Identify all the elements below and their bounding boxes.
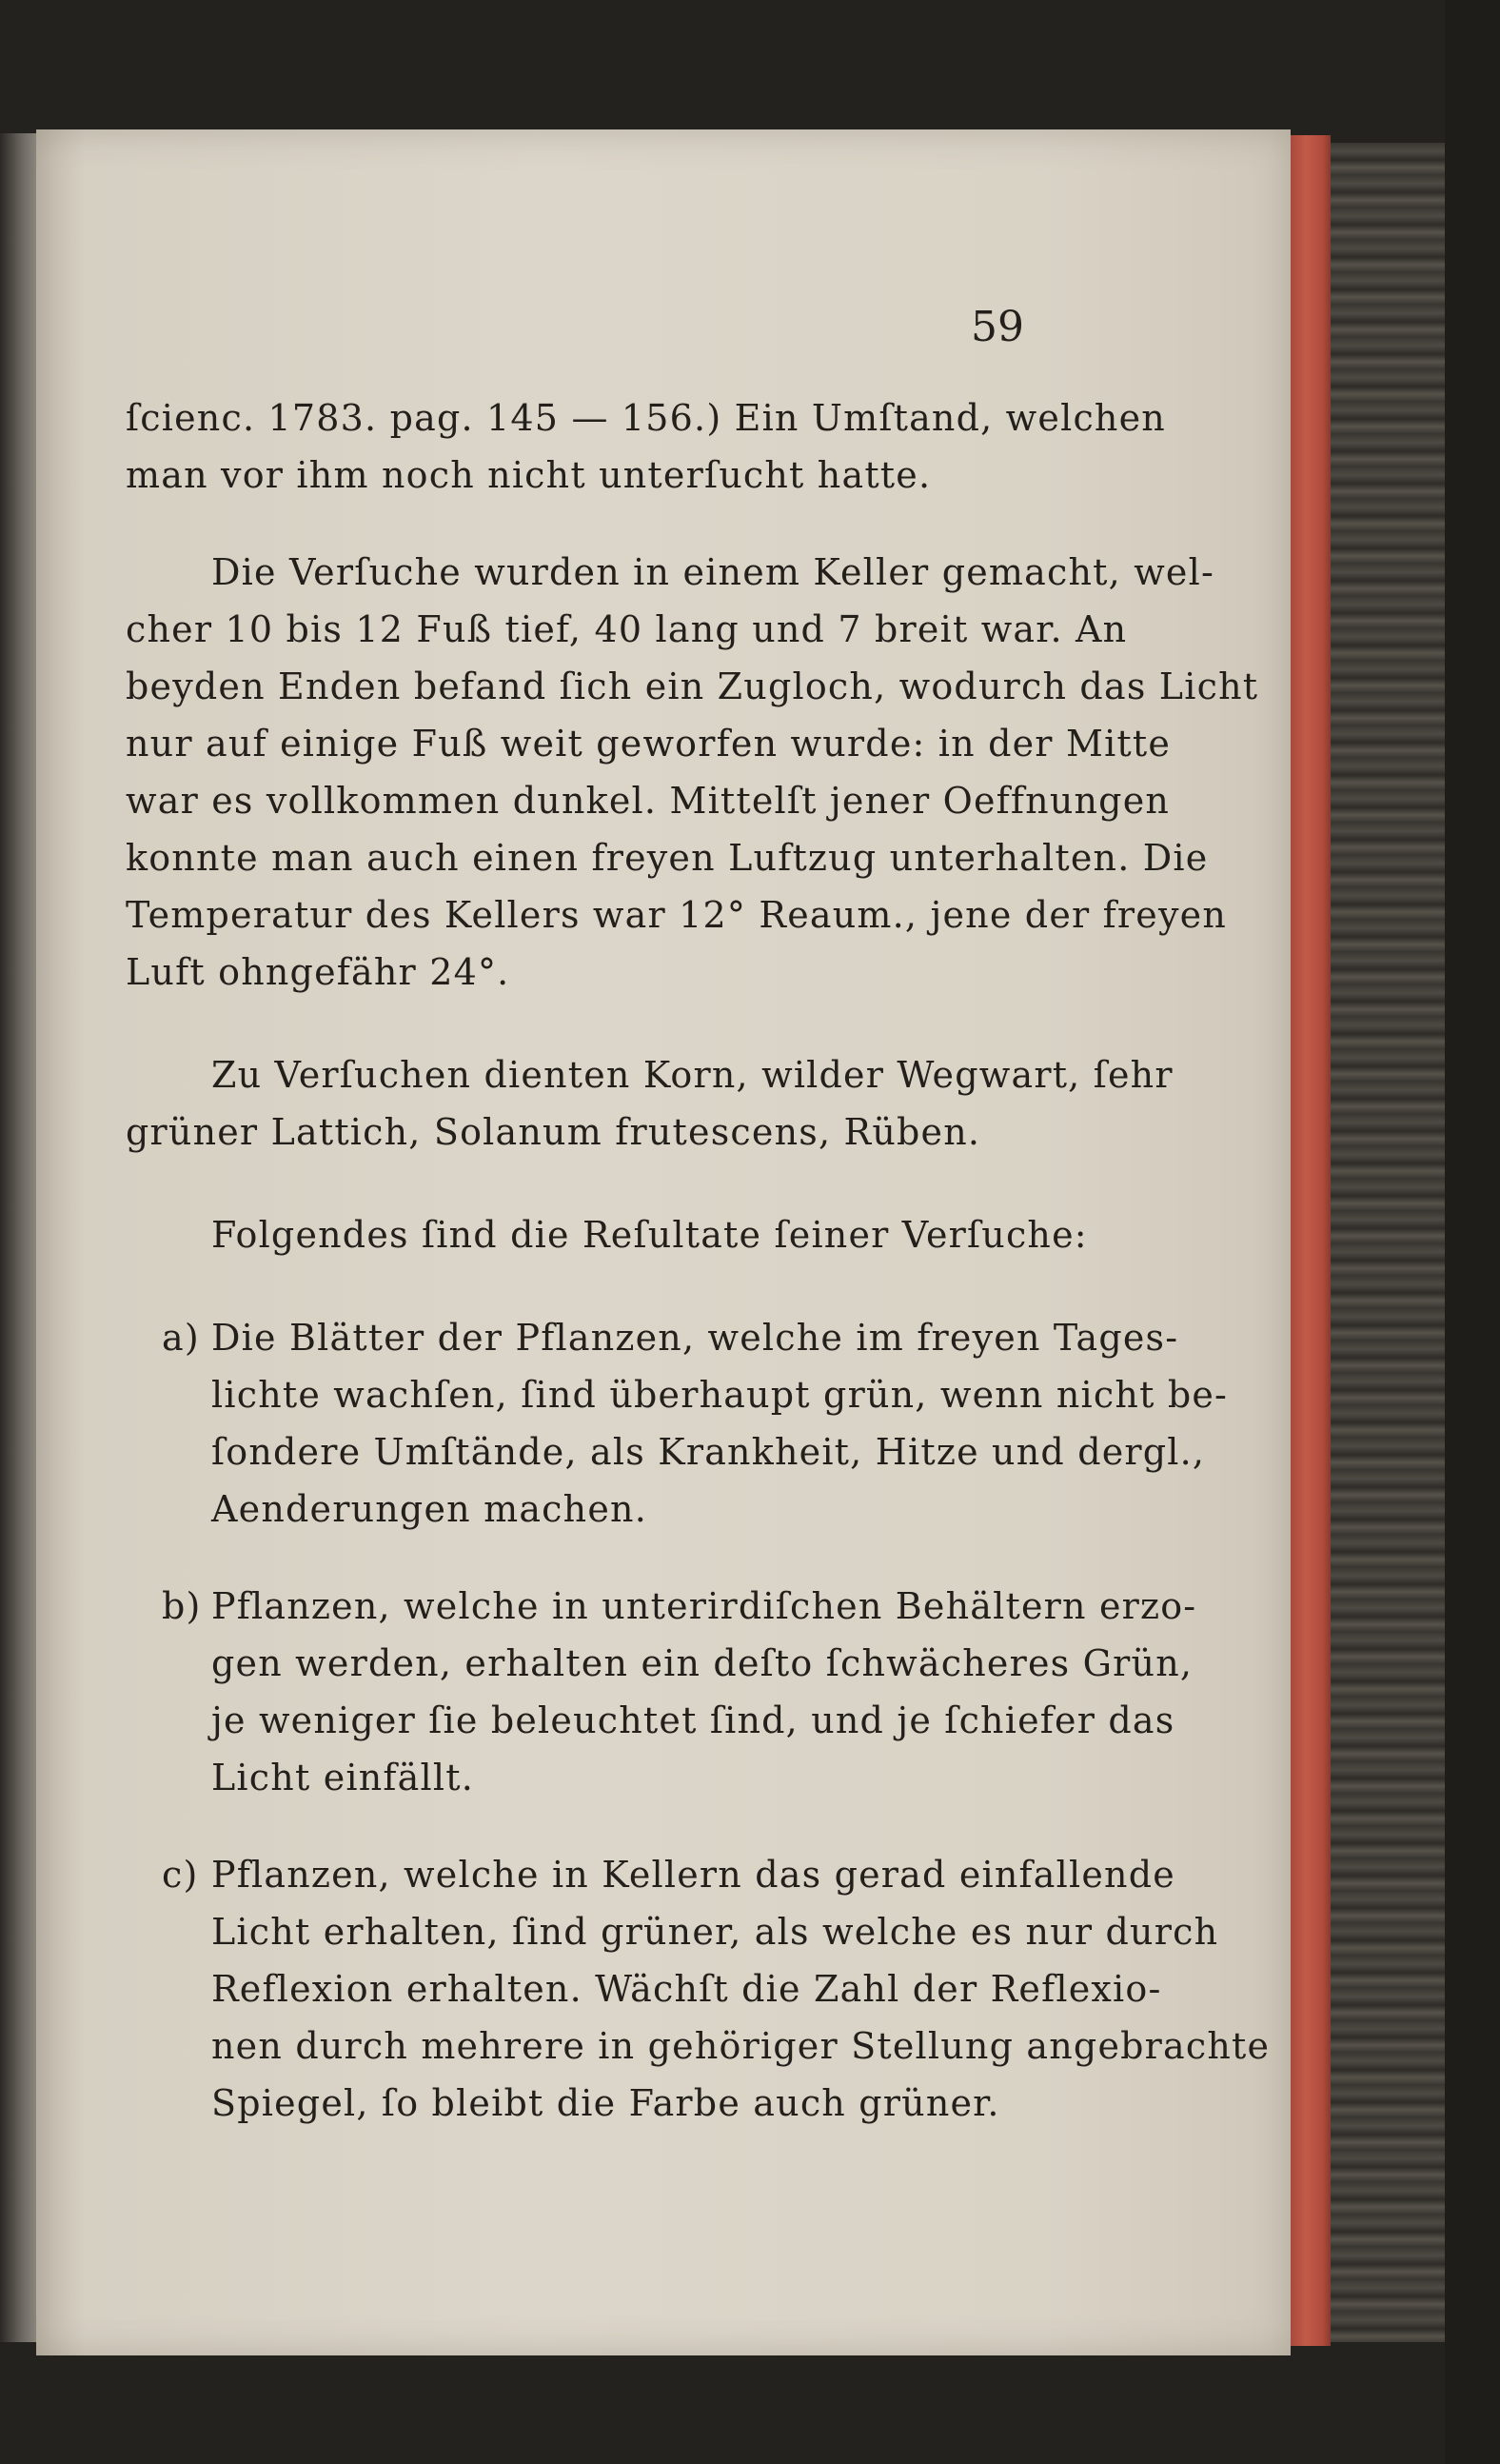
text-line: Folgendes ſind die Reſultate ſeiner Verſuche: [211,1214,1088,1256]
text-line: beyden Enden befand ſich ein Zugloch, wodurch das Licht [126,666,1259,707]
list-marker-b: b) [162,1585,202,1627]
red-page-edges [1291,135,1331,2346]
text-line: Pflanzen, welche in Kellern das gerad einfallende [211,1854,1175,1896]
page-number: 59 [971,303,1024,351]
text-line: Aenderungen machen. [211,1488,647,1530]
text-line: Licht einfällt. [211,1757,474,1798]
text-line: je weniger ſie beleuchtet ſind, und je ſchiefer das [211,1699,1175,1741]
text-line: Spiegel, ſo bleibt die Farbe auch grüner. [211,2082,1000,2124]
text-line: war es vollkommen dunkel. Mittelſt jener Oeffnungen [126,780,1171,822]
text-line: Reflexion erhalten. Wächſt die Zahl der Reflexio- [211,1968,1162,2010]
text-line: Die Blätter der Pflanzen, welche im freyen Tages- [211,1317,1179,1359]
text-line: man vor ihm noch nicht unterſucht hatte. [126,454,932,496]
text-line: nen durch mehrere in gehöriger Stellung angebrachte [211,2025,1271,2067]
text-line: Licht erhalten, ſind grüner, als welche es nur durch [211,1911,1219,1953]
list-marker-c: c) [162,1854,199,1896]
text-line: Temperatur des Kellers war 12° Reaum., jene der freyen [126,894,1228,936]
text-line: Pflanzen, welche in unterirdiſchen Behältern erzo- [211,1585,1197,1627]
text-line: grüner Lattich, Solanum frutescens, Rüben. [126,1111,981,1153]
text-line: ſcienc. 1783. pag. 145 — 156.) Ein Umſtand, welchen [126,397,1166,439]
text-line: konnte man auch einen freyen Luftzug unterhalten. Die [126,837,1209,879]
text-line: nur auf einige Fuß weit geworfen wurde: in der Mitte [126,723,1172,765]
text-line: Die Verſuche wurden in einem Keller gemacht, wel- [211,551,1214,593]
text-line: lichte wachſen, ſind überhaupt grün, wenn nicht be- [211,1374,1229,1416]
text-line: Zu Verſuchen dienten Korn, wilder Wegwart, ſehr [211,1054,1174,1096]
left-page-edge [0,133,38,2342]
text-line: gen werden, erhalten ein deſto ſchwächeres Grün, [211,1642,1194,1684]
text-line: Luft ohngefähr 24°. [126,951,510,993]
text-line: ſondere Umſtände, als Krankheit, Hitze und dergl., [211,1431,1206,1473]
text-line: cher 10 bis 12 Fuß tief, 40 lang und 7 breit war. An [126,608,1128,650]
background-shadow [1445,0,1500,2464]
book-binding [1331,143,1445,2342]
list-marker-a: a) [162,1317,200,1359]
